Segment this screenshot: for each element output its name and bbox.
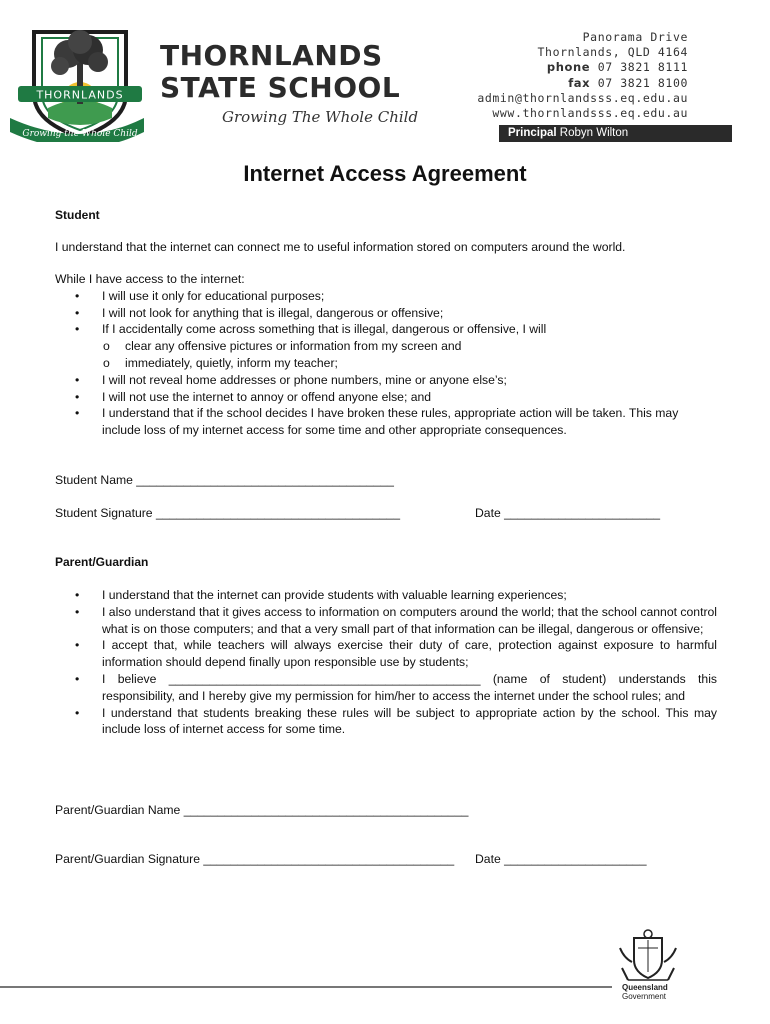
fax-line bbox=[477, 76, 688, 91]
list-item-text: If I accidentally come across something that is illegal, dangerous or offensive, I will bbox=[102, 322, 547, 337]
parent-heading: Parent/Guardian bbox=[55, 555, 149, 569]
sub-list-item: o clear any offensive pictures or information from my screen and bbox=[102, 338, 717, 355]
list-item: • I will not look for anything that is illegal, dangerous or offensive; bbox=[55, 305, 717, 322]
list-item: • I will not use the internet to annoy or offend anyone else; and bbox=[55, 389, 717, 406]
parent-date-field[interactable]: Date _____________________ bbox=[475, 852, 647, 866]
list-item: • I will not reveal home addresses or phone numbers, mine or anyone else’s; bbox=[55, 372, 717, 389]
parent-statements-list bbox=[55, 587, 717, 738]
footer-divider bbox=[0, 986, 612, 988]
student-intro: I understand that the internet can connect me to useful information stored on computers around the world. bbox=[55, 240, 626, 254]
gov-line1: Queensland bbox=[622, 983, 668, 992]
website-address: www.thornlandsss.eq.edu.au bbox=[492, 106, 688, 121]
phone-number: 07 3821 8111 bbox=[597, 60, 688, 75]
fax-number: 07 3821 8100 bbox=[597, 75, 688, 90]
list-item: • I also understand that it gives access to information on computers around the world; that the school cannot control what is on those computers; and that a very small part of that information can be illegal, dangerous or offensive; bbox=[55, 604, 717, 638]
list-item: • I understand that if the school decides I have broken these rules, appropriate action will be taken. This may include loss of my internet access for some time and other appropriate consequences. bbox=[55, 405, 717, 439]
queensland-government-wordmark bbox=[622, 983, 668, 1001]
document-title: Internet Access Agreement bbox=[243, 161, 527, 186]
student-sub-list bbox=[102, 338, 717, 372]
phone-label: phone bbox=[546, 60, 591, 75]
fax-label: fax bbox=[568, 75, 591, 90]
gov-line2: Government bbox=[622, 992, 667, 1001]
list-item: • I accept that, while teachers will always exercise their duty of care, protection against exposure to harmful information should depend finally upon responsible use by students; bbox=[55, 637, 717, 671]
parent-signature-field[interactable]: Parent/Guardian Signature _____________________________________ bbox=[55, 852, 455, 866]
principal-label: Principal bbox=[508, 127, 557, 139]
address-line1: Panorama Drive bbox=[582, 30, 688, 44]
list-item bbox=[55, 321, 717, 371]
student-rules bbox=[55, 271, 717, 439]
student-rules-list bbox=[55, 288, 717, 439]
list-item: • I believe ______________________________________________ (name of student) understands this responsibility, and I hereby give my permission for him/her to access the internet under the school rules; and bbox=[55, 671, 717, 705]
parent-statements bbox=[55, 587, 717, 738]
sub-list-item: o immediately, quietly, inform my teacher; bbox=[102, 355, 717, 372]
list-item: • I understand that the internet can provide students with valuable learning experiences; bbox=[55, 587, 717, 604]
student-date-field[interactable]: Date _______________________ bbox=[475, 506, 661, 520]
school-name-line2: STATE SCHOOL bbox=[160, 71, 401, 104]
school-crest-logo bbox=[6, 22, 146, 142]
crest-motto-text: Growing the Whole Child bbox=[22, 129, 138, 139]
email-address: admin@thornlandsss.eq.edu.au bbox=[477, 90, 688, 105]
crest-banner-text: THORNLANDS bbox=[36, 88, 124, 102]
school-name bbox=[160, 40, 400, 104]
school-tagline: Growing The Whole Child bbox=[222, 108, 419, 126]
student-name-field[interactable]: Student Name ______________________________________ bbox=[55, 473, 394, 487]
list-item: • I understand that students breaking these rules will be subject to appropriate action by the school. This may include loss of internet access for some time. bbox=[55, 705, 717, 739]
student-signature-field[interactable]: Student Signature ____________________________________ bbox=[55, 506, 400, 520]
contact-block bbox=[477, 30, 688, 121]
address-line2: Thornlands, QLD 4164 bbox=[537, 45, 688, 60]
student-heading: Student bbox=[55, 208, 100, 222]
principal-bar bbox=[499, 125, 732, 142]
list-item: • I will use it only for educational purposes; bbox=[55, 288, 717, 305]
principal-name: Robyn Wilton bbox=[559, 127, 629, 139]
school-name-line1: THORNLANDS bbox=[160, 39, 383, 72]
phone-line bbox=[477, 60, 688, 75]
parent-name-field[interactable]: Parent/Guardian Name __________________________________________ bbox=[55, 803, 469, 817]
student-rules-lead: While I have access to the internet: bbox=[55, 272, 245, 286]
